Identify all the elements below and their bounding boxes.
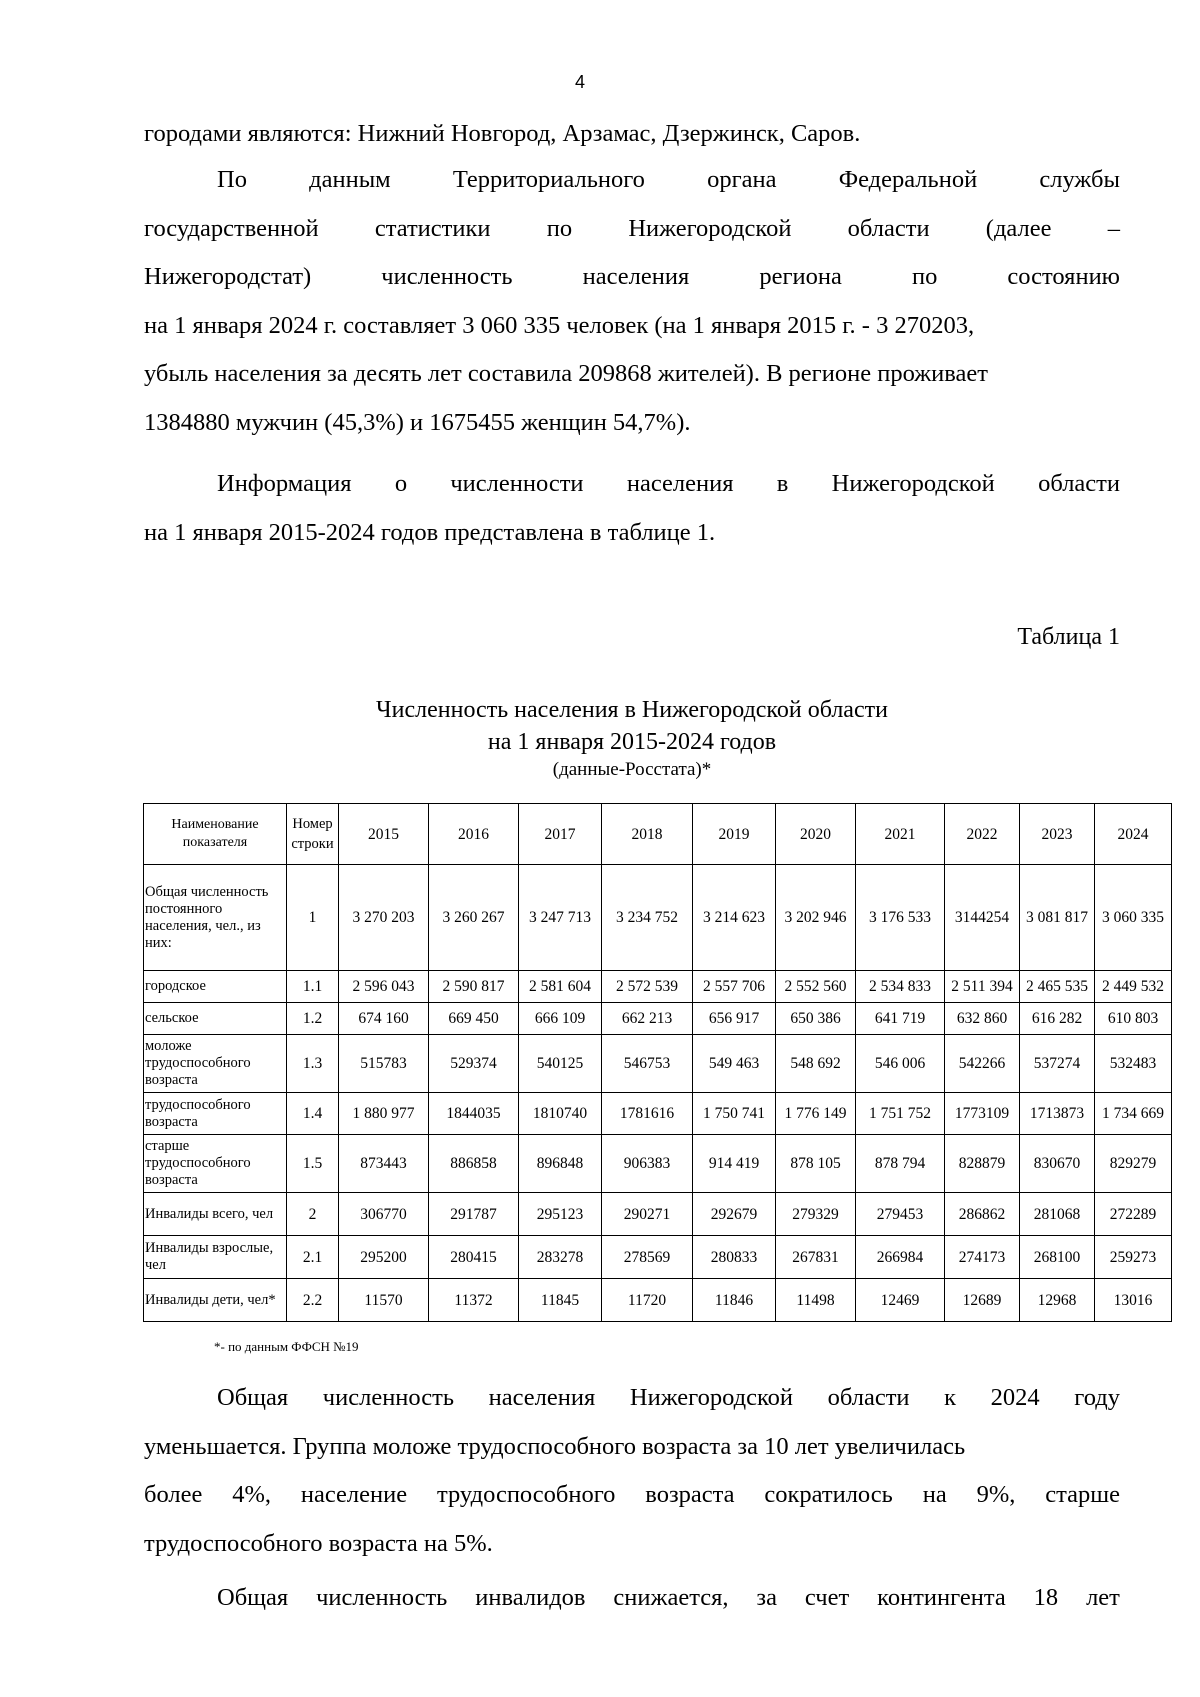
- table-cell-value: 3 234 752: [602, 865, 693, 971]
- table-subtitle: (данные-Росстата)*: [552, 759, 712, 780]
- word: по: [911, 263, 938, 290]
- table-cell-value: 11720: [602, 1279, 693, 1322]
- text-line: 1384880 мужчин (45,3%) и 1675455 женщин 54,7%).: [144, 408, 691, 436]
- table-cell-value: 11845: [519, 1279, 602, 1322]
- word: населения: [626, 470, 734, 497]
- header-year: 2020: [776, 804, 856, 865]
- word: по: [546, 214, 573, 242]
- table-cell-value: 650 386: [776, 1003, 856, 1035]
- table-cell-value: 11846: [693, 1279, 776, 1322]
- word: состоянию: [1007, 263, 1120, 290]
- table-row: [144, 1003, 1172, 1035]
- word: сократилось: [764, 1481, 893, 1508]
- table-cell-value: 537274: [1020, 1035, 1095, 1093]
- table-cell-value: 532483: [1095, 1035, 1172, 1093]
- table-cell-value: 3 247 713: [519, 865, 602, 971]
- table-cell-value: 828879: [945, 1135, 1020, 1193]
- row-indicator-name: старше трудоспособного возраста: [144, 1135, 287, 1193]
- word: органа: [707, 166, 777, 193]
- table-cell-value: 259273: [1095, 1236, 1172, 1279]
- table-cell-value: 12968: [1020, 1279, 1095, 1322]
- word: в: [776, 470, 789, 497]
- text-line: [144, 1471, 1120, 1520]
- table-row: [144, 1135, 1172, 1193]
- word: численность: [316, 1584, 448, 1611]
- word: к: [944, 1384, 957, 1411]
- word: области: [847, 214, 930, 242]
- text-line: городами являются: Нижний Новгород, Арзамас, Дзержинск, Саров.: [144, 120, 861, 147]
- word: на: [922, 1481, 947, 1508]
- word: снижается,: [613, 1584, 729, 1611]
- table-cell-value: 2 581 604: [519, 971, 602, 1003]
- table-cell-value: 2 465 535: [1020, 971, 1095, 1003]
- table-cell-value: 3 176 533: [856, 865, 945, 971]
- table-cell-value: 2 590 817: [429, 971, 519, 1003]
- word: области: [827, 1384, 910, 1411]
- header-year: 2024: [1095, 804, 1172, 865]
- table-cell-value: 2 552 560: [776, 971, 856, 1003]
- word: государственной: [144, 214, 319, 242]
- table-cell-value: 295123: [519, 1193, 602, 1236]
- table-cell-value: 290271: [602, 1193, 693, 1236]
- word: году: [1074, 1384, 1120, 1411]
- word: По: [217, 166, 247, 193]
- table-cell-value: 878 105: [776, 1135, 856, 1193]
- table-title-line: Численность населения в Нижегородской области: [376, 697, 888, 723]
- header-year: 2019: [693, 804, 776, 865]
- row-indicator-name: Общая численность постоянного населения, чел., из них:: [144, 865, 287, 971]
- row-number: 2.2: [287, 1279, 339, 1322]
- table-header-row: [144, 804, 1172, 865]
- word: контингента: [877, 1584, 1006, 1611]
- row-number: 1: [287, 865, 339, 971]
- table-cell-value: 286862: [945, 1193, 1020, 1236]
- word: за: [756, 1584, 777, 1611]
- table-cell-value: 666 109: [519, 1003, 602, 1035]
- table-cell-value: 11372: [429, 1279, 519, 1322]
- word: Федеральной: [838, 166, 978, 193]
- table-cell-value: 878 794: [856, 1135, 945, 1193]
- table-body: [144, 865, 1172, 1322]
- word: Нижегородской: [629, 1384, 794, 1411]
- table-cell-value: 295200: [339, 1236, 429, 1279]
- table-cell-value: 674 160: [339, 1003, 429, 1035]
- table-cell-value: 546 006: [856, 1035, 945, 1093]
- table-cell-value: 886858: [429, 1135, 519, 1193]
- table-cell-value: 3144254: [945, 865, 1020, 971]
- word: трудоспособного: [436, 1481, 616, 1508]
- table-cell-value: 529374: [429, 1035, 519, 1093]
- table-cell-value: 268100: [1020, 1236, 1095, 1279]
- word: службы: [1039, 166, 1120, 193]
- row-indicator-name: Инвалиды взрослые, чел: [144, 1236, 287, 1279]
- word: Нижегородской: [628, 214, 792, 242]
- table-cell-value: 283278: [519, 1236, 602, 1279]
- row-number: 1.2: [287, 1003, 339, 1035]
- table-cell-value: 669 450: [429, 1003, 519, 1035]
- row-number: 1.5: [287, 1135, 339, 1193]
- text-line: трудоспособного возраста на 5%.: [144, 1529, 493, 1557]
- table-cell-value: 2 449 532: [1095, 971, 1172, 1003]
- table-cell-value: 896848: [519, 1135, 602, 1193]
- paragraph-disabled: [144, 1574, 1120, 1623]
- word: населения: [582, 263, 690, 290]
- row-indicator-name: моложе трудоспособного возраста: [144, 1035, 287, 1093]
- word: численность: [381, 263, 513, 290]
- word: Общая: [217, 1384, 289, 1411]
- word: 4%,: [232, 1481, 272, 1508]
- word: численность: [322, 1384, 455, 1411]
- table-cell-value: 906383: [602, 1135, 693, 1193]
- word: 2024: [990, 1384, 1040, 1411]
- paragraph-population: [144, 156, 1120, 447]
- table-cell-value: 873443: [339, 1135, 429, 1193]
- word: Общая: [217, 1584, 289, 1611]
- table-cell-value: 2 511 394: [945, 971, 1020, 1003]
- table-cell-value: 272289: [1095, 1193, 1172, 1236]
- word: Нижегородстат): [144, 263, 312, 290]
- text-line: [144, 205, 1120, 254]
- table-cell-value: 656 917: [693, 1003, 776, 1035]
- text-line: [144, 253, 1120, 302]
- header-row-number: Номер строки: [287, 804, 339, 865]
- word: Информация: [217, 470, 352, 497]
- text-line: [144, 1374, 1120, 1423]
- table-cell-value: 610 803: [1095, 1003, 1172, 1035]
- word: более: [144, 1481, 203, 1508]
- text-line: [144, 1574, 1120, 1623]
- table-cell-value: 279329: [776, 1193, 856, 1236]
- table-cell-value: 542266: [945, 1035, 1020, 1093]
- table-row: [144, 1193, 1172, 1236]
- table-cell-value: 280415: [429, 1236, 519, 1279]
- table-cell-value: 3 202 946: [776, 865, 856, 971]
- header-year: 2021: [856, 804, 945, 865]
- table-row: [144, 1093, 1172, 1135]
- table-cell-value: 279453: [856, 1193, 945, 1236]
- table-cell-value: 2 596 043: [339, 971, 429, 1003]
- word: –: [1107, 214, 1120, 242]
- row-indicator-name: сельское: [144, 1003, 287, 1035]
- row-indicator-name: Инвалиды дети, чел*: [144, 1279, 287, 1322]
- row-number: 1.1: [287, 971, 339, 1003]
- table-cell-value: 1810740: [519, 1093, 602, 1135]
- text-line: убыль населения за десять лет составила 209868 жителей). В регионе проживает: [144, 360, 988, 387]
- header-year: 2018: [602, 804, 693, 865]
- table-cell-value: 12469: [856, 1279, 945, 1322]
- table-cell-value: 1773109: [945, 1093, 1020, 1135]
- header-year: 2022: [945, 804, 1020, 865]
- table-row: [144, 1035, 1172, 1093]
- page-number: 4: [574, 72, 585, 92]
- paragraph-conclusion: [144, 1374, 1120, 1568]
- row-indicator-name: трудоспособного возраста: [144, 1093, 287, 1135]
- table-cell-value: 3 260 267: [429, 865, 519, 971]
- table-cell-value: 616 282: [1020, 1003, 1095, 1035]
- text-line: [144, 156, 1120, 205]
- table-cell-value: 1 751 752: [856, 1093, 945, 1135]
- word: население: [300, 1481, 408, 1508]
- table-label: Таблица 1: [1017, 624, 1120, 650]
- table-cell-value: 266984: [856, 1236, 945, 1279]
- row-indicator-name: городское: [144, 971, 287, 1003]
- table-cell-value: 12689: [945, 1279, 1020, 1322]
- table-cell-value: 281068: [1020, 1193, 1095, 1236]
- table-title-line: на 1 января 2015-2024 годов: [487, 729, 777, 755]
- table-footnote: *- по данным ФФСН №19: [214, 1339, 359, 1354]
- table-cell-value: 548 692: [776, 1035, 856, 1093]
- word: данным: [309, 166, 391, 193]
- word: 18: [1033, 1584, 1059, 1611]
- text-line: уменьшается. Группа моложе трудоспособного возраста за 10 лет увеличилась: [144, 1432, 966, 1460]
- row-number: 1.4: [287, 1093, 339, 1135]
- row-number: 2.1: [287, 1236, 339, 1279]
- table-cell-value: 515783: [339, 1035, 429, 1093]
- paragraph-table-reference: [144, 460, 1120, 557]
- table-cell-value: 278569: [602, 1236, 693, 1279]
- word: Нижегородской: [831, 470, 995, 497]
- word: инвалидов: [475, 1584, 586, 1611]
- table-cell-value: 3 270 203: [339, 865, 429, 971]
- header-indicator: Наименование показателя: [144, 804, 287, 865]
- table-row: [144, 1279, 1172, 1322]
- word: статистики: [374, 214, 491, 242]
- table-cell-value: 2 534 833: [856, 971, 945, 1003]
- table-cell-value: 829279: [1095, 1135, 1172, 1193]
- word: (далее: [985, 214, 1052, 242]
- header-year: 2023: [1020, 804, 1095, 865]
- table-cell-value: 830670: [1020, 1135, 1095, 1193]
- table-cell-value: 914 419: [693, 1135, 776, 1193]
- word: о: [394, 470, 408, 497]
- table-cell-value: 632 860: [945, 1003, 1020, 1035]
- header-year: 2015: [339, 804, 429, 865]
- table-cell-value: 1 750 741: [693, 1093, 776, 1135]
- table-cell-value: 1 734 669: [1095, 1093, 1172, 1135]
- table-cell-value: 1 880 977: [339, 1093, 429, 1135]
- paragraph-cities: [144, 110, 1120, 159]
- table-cell-value: 2 557 706: [693, 971, 776, 1003]
- row-indicator-name: Инвалиды всего, чел: [144, 1193, 287, 1236]
- word: 9%,: [976, 1481, 1016, 1508]
- table-cell-value: 11498: [776, 1279, 856, 1322]
- word: области: [1038, 470, 1120, 497]
- word: возраста: [645, 1481, 735, 1508]
- header-year: 2016: [429, 804, 519, 865]
- table-cell-value: 267831: [776, 1236, 856, 1279]
- text-line: на 1 января 2015-2024 годов представлена в таблице 1.: [144, 518, 716, 546]
- text-line: на 1 января 2024 г. составляет 3 060 335 человек (на 1 января 2015 г. - 3 270203,: [144, 311, 975, 339]
- row-number: 1.3: [287, 1035, 339, 1093]
- table-cell-value: 1 776 149: [776, 1093, 856, 1135]
- table-cell-value: 546753: [602, 1035, 693, 1093]
- table-cell-value: 2 572 539: [602, 971, 693, 1003]
- table-cell-value: 13016: [1095, 1279, 1172, 1322]
- header-year: 2017: [519, 804, 602, 865]
- text-line: [144, 460, 1120, 509]
- table-cell-value: 3 081 817: [1020, 865, 1095, 971]
- word: счет: [804, 1584, 850, 1611]
- table-cell-value: 11570: [339, 1279, 429, 1322]
- table-cell-value: 3 214 623: [693, 865, 776, 971]
- table-row: [144, 865, 1172, 971]
- population-table: [143, 803, 1172, 1322]
- word: лет: [1086, 1584, 1120, 1611]
- table-row: [144, 1236, 1172, 1279]
- table-cell-value: 549 463: [693, 1035, 776, 1093]
- table-row: [144, 971, 1172, 1003]
- word: численности: [450, 470, 584, 497]
- table-cell-value: 292679: [693, 1193, 776, 1236]
- table-cell-value: 662 213: [602, 1003, 693, 1035]
- table-cell-value: 540125: [519, 1035, 602, 1093]
- table-cell-value: 280833: [693, 1236, 776, 1279]
- table-cell-value: 274173: [945, 1236, 1020, 1279]
- table-cell-value: 1781616: [602, 1093, 693, 1135]
- row-number: 2: [287, 1193, 339, 1236]
- word: Территориального: [452, 166, 645, 193]
- table-cell-value: 641 719: [856, 1003, 945, 1035]
- table-cell-value: 291787: [429, 1193, 519, 1236]
- table-cell-value: 1844035: [429, 1093, 519, 1135]
- table-cell-value: 1713873: [1020, 1093, 1095, 1135]
- table-cell-value: 3 060 335: [1095, 865, 1172, 971]
- table-cell-value: 306770: [339, 1193, 429, 1236]
- word: региона: [759, 263, 842, 290]
- table-title: [144, 694, 1120, 758]
- word: старше: [1045, 1481, 1120, 1508]
- word: населения: [488, 1384, 596, 1411]
